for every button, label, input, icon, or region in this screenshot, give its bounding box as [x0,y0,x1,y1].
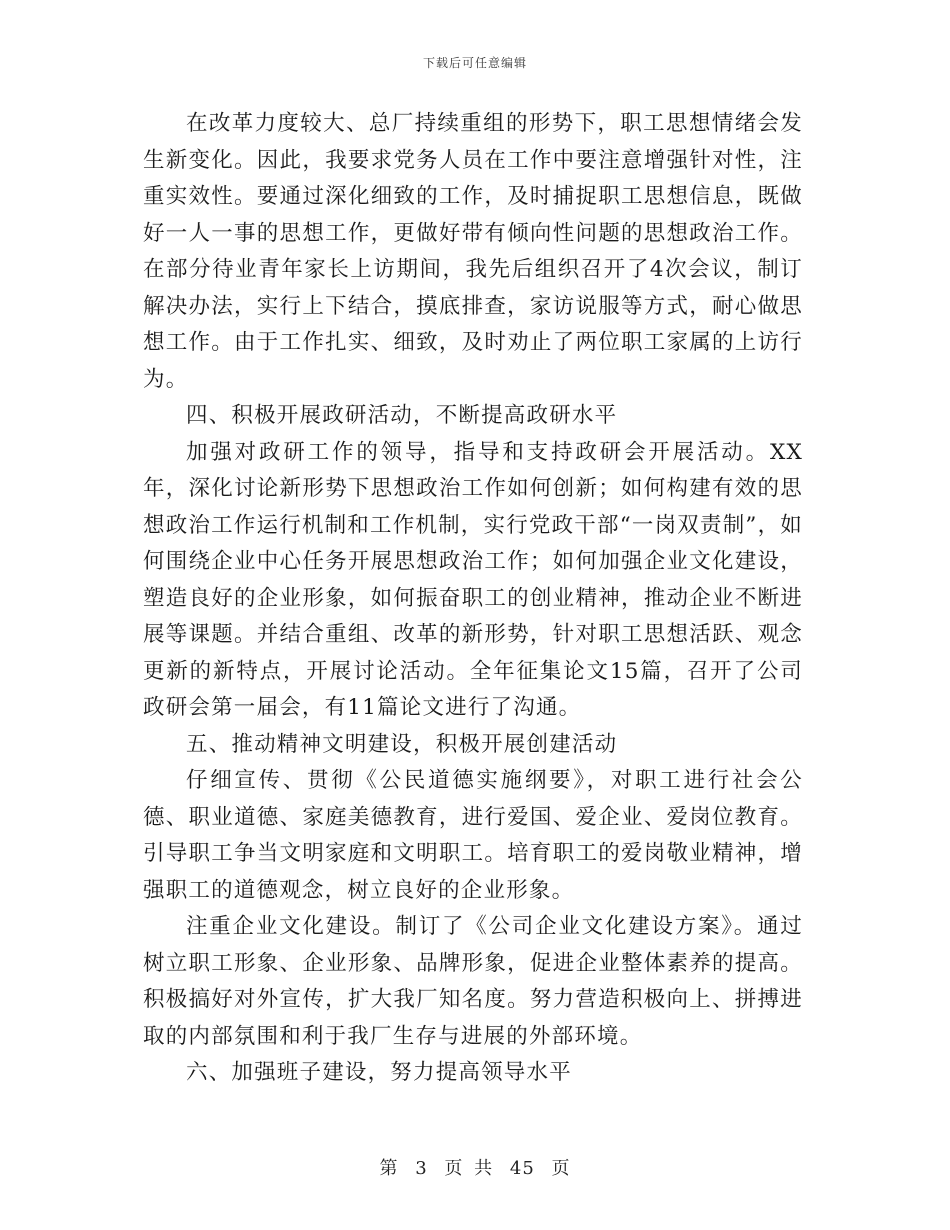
page-number-footer [0,1154,950,1180]
paragraph-corporate-culture: 注重企业文化建设。制订了《公司企业文化建设方案》。通过树立职工形象、企业形象、品牌形象，促进企业整体素养的提高。积极搞好对外宣传，扩大我厂知名度。努力营造积极向上、拼搏进取的内部氛围和利于我厂生存与进展的外部环境。 [143,914,803,1049]
footer-middle: 页 共 [444,1158,494,1179]
footer-current-page: 3 [415,1158,428,1179]
section-heading-5: 五、推动精神文明建设，积极开展创建活动 [186,731,618,757]
footer-prefix: 第 [379,1158,399,1179]
paragraph-research: 加强对政研工作的领导，指导和支持政研会开展活动。XX年，深化讨论新形势下思想政治工作如何创新；如何构建有效的思想政治工作运行机制和工作机制，实行党政干部“一岗双责制”，如何围绕企业中心任务开展思想政治工作；如何加强企业文化建设，塑造良好的企业形象，如何振奋职工的创业精神，推动企业不断进展等课题。并结合重组、改革的新形势，针对职工思想活跃、观念更新的新特点，开展讨论活动。全年征集论文15篇，召开了公司政研会第一届会，有11篇论文进行了沟通。 [143,439,803,720]
document-body [143,106,803,1092]
footer-suffix: 页 [551,1158,571,1179]
paragraph-civic-ethics: 仔细宣传、贯彻《公民道德实施纲要》，对职工进行社会公德、职业道德、家庭美德教育，进行爱国、爱企业、爱岗位教育。引导职工争当文明家庭和文明职工。培育职工的爱岗敬业精神，增强职工的道德观念，树立良好的企业形象。 [143,768,803,903]
section-heading-4: 四、积极开展政研活动，不断提高政研水平 [186,403,618,428]
paragraph-ideological-work: 在改革力度较大、总厂持续重组的形势下，职工思想情绪会发生新变化。因此，我要求党务人员在工作中要注意增强针对性，注重实效性。要通过深化细致的工作，及时捕捉职工思想信息，既做好一人一事的思想工作，更做好带有倾向性问题的思想政治工作。在部分待业青年家长上访期间，我先后组织召开了4次会议，制订解决办法，实行上下结合，摸底排查，家访说服等方式，耐心做思想工作。由于工作扎实、细致，及时劝止了两位职工家属的上访行为。 [143,111,803,392]
footer-total-pages: 45 [509,1158,535,1179]
section-heading-6: 六、加强班子建设，努力提高领导水平 [186,1060,572,1085]
header-note: 下载后可任意编辑 [422,56,527,70]
